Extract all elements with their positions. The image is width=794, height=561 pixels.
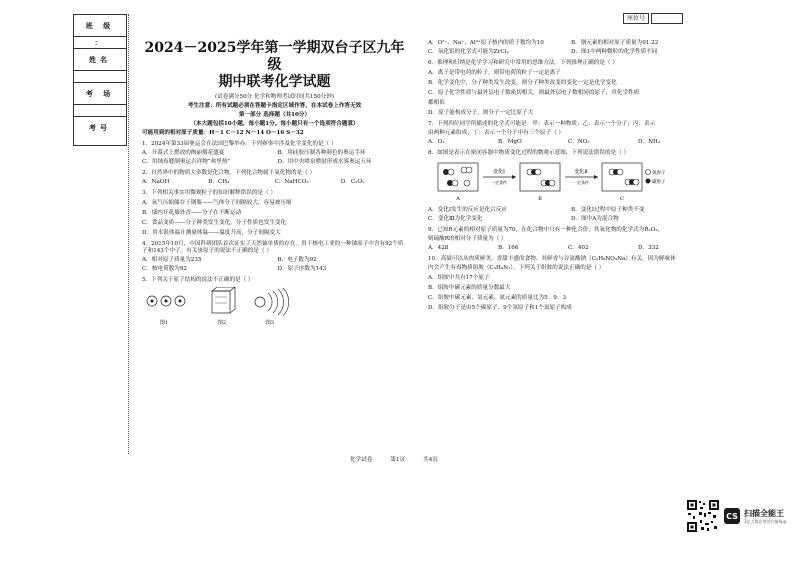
option: D．原子能构成分子，则分子一定比原子大 [428, 110, 534, 116]
option: C．核电荷数为92 [142, 266, 187, 272]
fig-label: 图3 [265, 320, 275, 326]
question-stem: 2．自然界中的物质大多数是化合物。下列化合物属于氧化物的是（ ） [142, 170, 316, 176]
option: A．相对原子质量为235 [142, 257, 202, 263]
box-label: B [538, 196, 542, 202]
blank-row [74, 71, 126, 83]
exam-subtitle: 期中联考化学试题 [218, 74, 331, 90]
seat-number-box [623, 13, 683, 24]
legend-carbon: 碳原子 [652, 180, 666, 185]
exam-room-label: 考 场 [74, 83, 126, 105]
option: C．402 [568, 245, 589, 251]
footer-total: 共4页 [423, 457, 438, 463]
box-b [520, 163, 560, 191]
legend-carbon-icon [646, 179, 651, 184]
option: C．变化Ⅲ为化学变化 [428, 216, 483, 222]
question [428, 256, 708, 312]
option: C．NO₂ [568, 139, 590, 145]
option: C．食品变质——分子种类发生变化，分子性质也发生变化 [142, 220, 287, 226]
question [142, 170, 407, 186]
box-label: C [620, 196, 624, 202]
fig1-particles [147, 296, 185, 306]
left-column [142, 40, 407, 330]
exam-title: 2024－2025学年第一学期双台子区九年级 [144, 40, 405, 73]
question [428, 227, 708, 252]
seat-number-field [651, 13, 683, 24]
option: C．NaHCO₃ [274, 179, 309, 185]
option: A．离子是带电荷的粒子，则带电荷的粒子一定是离子 [428, 70, 561, 76]
option: A．O²⁻、Na⁺、Al³⁺原子核内的质子数均为10 [428, 40, 544, 46]
option: D．组胺分子是由5个碳原子、9个氢原子和1个氮原子构成 [428, 305, 572, 311]
brand-text [744, 509, 786, 524]
q5-options [428, 40, 708, 56]
option: D．图中A为混合物 [571, 216, 619, 222]
atomic-structure-figure [142, 287, 302, 327]
option: C．氧化铝的化学式可能为ZrCl₂ [428, 49, 509, 55]
question [428, 60, 708, 117]
option: A．428 [428, 245, 449, 251]
question [428, 121, 708, 146]
question [428, 150, 708, 223]
page-footer [350, 455, 438, 463]
option: D．用水银体温计测量体温——温度升高，分子间隔变大 [142, 230, 281, 236]
option: A．开幕式上燃放的绚丽烟花盛宴 [142, 150, 225, 156]
student-info-panel [73, 14, 127, 146]
scanner-watermark [686, 499, 786, 533]
legend-oxygen-icon [646, 170, 651, 175]
fig2-element-box [212, 287, 235, 313]
name-label: 姓名 [74, 49, 126, 71]
part-heading: 第一部分 选择题（共10分） [238, 112, 311, 118]
exam-number-label: 考号 [89, 122, 111, 132]
option: B．CH₄ [208, 179, 230, 185]
question-stem: 6．推理和归纳是化学学习和研究中常用的思维方法。下列推理正确的是（ ） [428, 60, 618, 66]
reaction-diagram [428, 160, 668, 202]
option: C．原子化学性质与最外层电子数密切相关，则最外层电子数相同的原子，其化学性质 [428, 90, 640, 96]
class-colon: ： [74, 37, 126, 49]
option: A．变化Ⅰ发生的反应是化合反应 [428, 207, 507, 213]
option: B．用硅胶压制各种颜色的奥运手环 [277, 150, 366, 156]
question [142, 241, 407, 273]
brand-tagline: 3亿人都在用的扫描App [744, 518, 787, 524]
option: B．电子数为92 [277, 257, 317, 263]
qr-code-icon [686, 499, 720, 533]
option: C．用绒布缝制奥运吉祥物“弗里热” [142, 159, 231, 165]
question [142, 277, 407, 330]
question-stem-cont: 由两种元素组成；丁：表示一个分子中有三个原子（ ） [428, 130, 565, 136]
camscanner-logo: CS [724, 508, 740, 524]
option: A．O₃ [428, 139, 445, 145]
brand-name: 扫描全能王 [744, 508, 784, 518]
footer-subject: 化学试卷 [350, 457, 373, 463]
option: D．图1中两种微粒的化学性质不同 [571, 49, 658, 55]
fig-label: 图1 [159, 320, 169, 326]
question-stem: 7．下列四位同学所描述的化学式可能是：甲：表示一种物质；乙：表示一个分子；丙：表示 [428, 121, 656, 127]
binding-line [128, 14, 129, 454]
blank-row [74, 105, 126, 117]
option: B．MgO [498, 139, 522, 145]
footer-page: 第1页 [390, 457, 406, 463]
option: A．组胺中共有17个原子 [428, 275, 490, 281]
question-stem: 9．已知R元素的相对原子质量为70，在化合物中只有一种化合价，其氧化物的化学式为R₂O₃， [428, 227, 664, 233]
box-label: A [456, 196, 460, 202]
question-stem: 4．2015年10月，中国科研团队首次证实了天然铀单质的存在。用于核电工业的一种铀原子中含有92个质子和143个中子。有关该原子的说法不正确的是（ ） [142, 241, 404, 254]
option: A．NaOH [142, 179, 170, 185]
option: D．C₂O₂ [340, 179, 365, 185]
question-stem: 8．如图是表示在密闭容器中物质变化过程的微观示意图，下列说法错误的是（ ） [428, 150, 630, 156]
exam-info: (试卷满分50分 化学和物理考试时间共150分钟) [214, 94, 335, 100]
change-1-label: 变化Ⅰ [493, 169, 505, 175]
option: D．332 [638, 245, 659, 251]
part-description: （本大题包括10小题，每小题1分。每小题只有一个选项符合题意） [190, 121, 359, 127]
question-stem: 3．下列相关事实用微观粒子的知识解释错误的是（ ） [142, 190, 276, 196]
option: B．166 [498, 245, 519, 251]
option: D．原子序数为143 [277, 266, 327, 272]
option: B．铟元素的相对原子质量为91.22 [571, 40, 659, 46]
question [142, 141, 407, 166]
change-1-condition: 一定条件 [491, 180, 507, 185]
question [142, 190, 407, 237]
option: D．NH₃ [638, 139, 661, 145]
question-stem-cont: 内会产生有毒物质组胺（C₅H₉N₃），下列关于组胺的说法正确的是（ ） [428, 265, 605, 271]
class-label: 班 级 [74, 15, 126, 37]
box-c [602, 163, 642, 191]
question-stem: 1．2024年第33届奥运会在法国巴黎举办。下列赛事中涉及化学变化的是（ ） [142, 141, 337, 147]
option: D．用中央喷泉喷射形成水雾奥运五环 [277, 159, 372, 165]
option: C．组胺中碳元素、氢元素、氮元素的质量比为5：9：3 [428, 295, 567, 301]
question-stem-cont: 则硫酸R的相对分子质量为（ ） [428, 236, 507, 242]
seat-number-label: 座位号 [623, 13, 649, 24]
option: 都相似 [428, 100, 445, 106]
right-column [428, 40, 708, 312]
option: B．化学变化中，分子种类发生改变，则分子种类改变的变化一定是化学变化 [428, 80, 617, 86]
option: B．组胺中碳元素的质量分数最大 [428, 285, 511, 291]
option: B．变化Ⅰ过程中原子种类不变 [571, 207, 645, 213]
atomic-mass-note: 可能用到的相对原子质量：H－1 C－12 N－14 O－16 S－32 [142, 130, 304, 136]
change-2-label: 变化Ⅱ [574, 169, 588, 175]
question-stem: 5．下列关于原子结构的说法不正确的是（ ） [142, 277, 254, 283]
exam-notice: 考生注意：所有试题必须在答题卡指定区域作答，在本试卷上作答无效 [187, 103, 362, 109]
box-a [438, 163, 478, 191]
fig-label: 图2 [217, 320, 227, 326]
option: B．墙内开花墙外香——分子在不断运动 [142, 210, 242, 216]
fig3-atom-structure [255, 288, 289, 316]
question-stem: 10．高粱可以从肉质鲜美、香甜丰盛的食物、其鲜香与谷氨酸钠（C₅H₈NO₄Na）有关，因为鲜味体 [428, 256, 676, 262]
option: A．氧气压缩储存于钢瓶——气体分子间隔较大，容易被压缩 [142, 200, 292, 206]
change-2-condition: 一定条件 [573, 180, 589, 185]
legend-oxygen: 氧原子 [652, 171, 666, 176]
